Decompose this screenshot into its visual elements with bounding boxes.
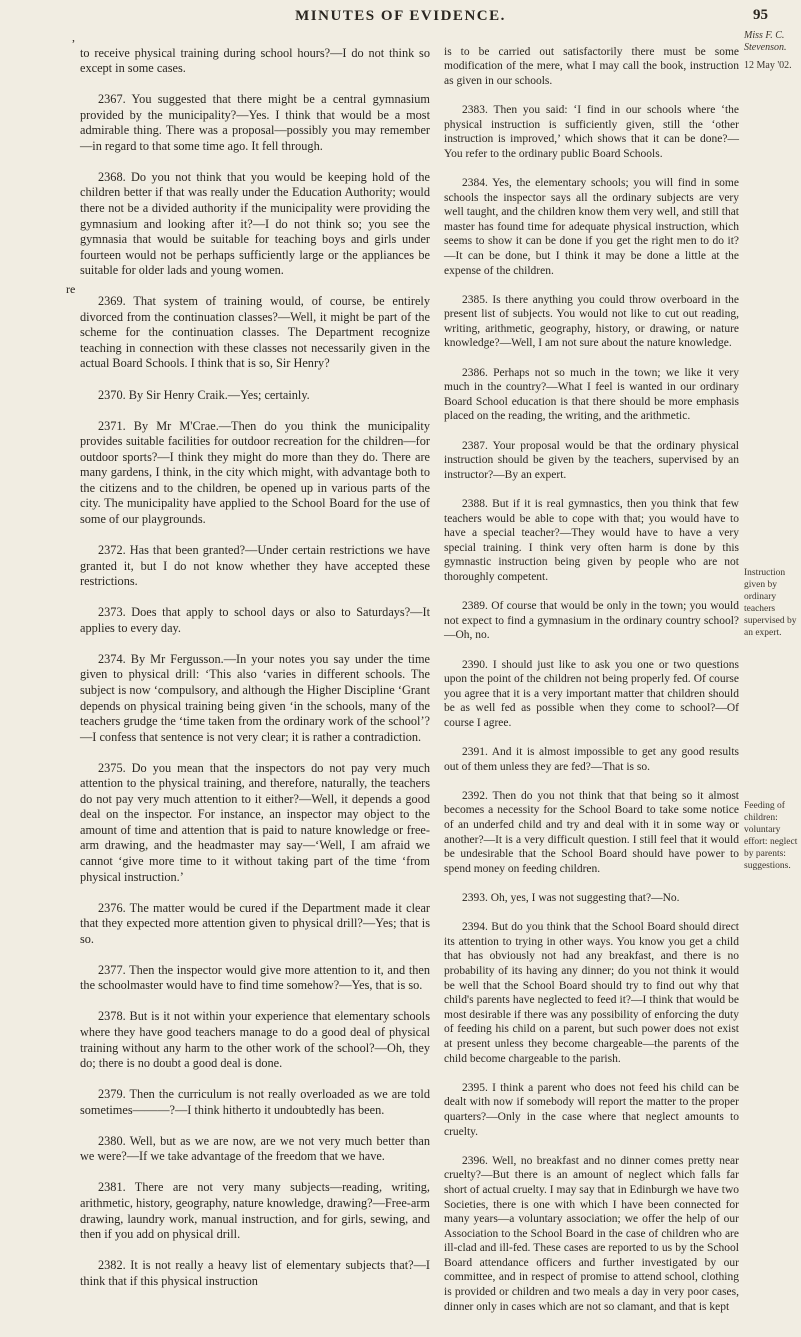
paragraph: 2384. Yes, the elementary schools; you will find in some schools the inspector says all the ordinary subjects are very well taught, and the children know them very well, and still that master has found time for adequate physical instruction, which seems to show it can be done if you get the right men to do it?—It can be done, but I think it may be done a little at the expense of the children. <box>444 176 739 277</box>
paragraph: 2369. That system of training would, of course, be entirely divorced from the continuation classes?—Well, it might be part of the scheme for the continuation classes. The Department recognize teaching in connection with these classes not necessarily given in the actual Board Schools. I think that is so, Sir Henry? <box>80 294 430 371</box>
paragraph: 2372. Has that been granted?—Under certain restrictions we have granted it, but I do not know whether they have accepted these restrictions. <box>80 543 430 589</box>
paragraph: 2383. Then you said: ‘I find in our schools where ‘the physical instruction is sufficiently given, still the ‘other instruction is improved,’ which shows that it can be done?—You refer to the ordinary public Board Schools. <box>444 103 739 160</box>
paragraph: 2370. By Sir Henry Craik.—Yes; certainly. <box>98 387 310 402</box>
paragraph: 2375. Do you mean that the inspectors do not pay very much attention to the physical training, and therefore, naturally, the teachers do not pay very much attention to it either?—Well, it depends a good deal on the inspector. For instance, an inspector may object to the amount of time and attention that is paid to nature knowledge or free-arm drawing, and the headmaster may say—‘Well, I am afraid we cannot ‘give more time to it without taking part of the time ‘from physical instruction.’ <box>80 760 430 884</box>
paragraph: 2396. Well, no breakfast and no dinner comes pretty near cruelty?—But there is an amount of neglect which falls far short of actual cruelty. I may say that in Edinburgh we have two Societies, there is one with which I have been connected for many years—a voluntary association; we offer the help of our Association to the School Board in the case of children who are ill-clad and ill-fed. These cases are reported to us by the School Board attendance officers and further investigated by our committee, and in respect of promise to attend school, clothing is provided or children and two meals a day in very poor cases, dinner only in cases which are not so clamant, and that is kept <box>444 1154 739 1313</box>
paragraph: 2379. Then the curriculum is not really overloaded as we are told sometimes———?—I think hitherto it undoubtedly has been. <box>80 1087 430 1117</box>
paragraph: 2377. Then the inspector would give more attention to it, and then the schoolmaster would have to find time somehow?—Yes, that is so. <box>80 962 430 993</box>
paragraph: 2391. And it is almost impossible to get any good results out of them unless they are fed?—That is so. <box>444 746 739 773</box>
paragraph: 2381. There are not very many subjects—reading, writing, arithmetic, history, geography, nature knowledge, drawing?—Free-arm drawing, laundry work, manual instruction, and for girls, sewing, and then if you add on physical drill. <box>80 1180 430 1242</box>
paragraph: 2393. Oh, yes, I was not suggesting that?—No. <box>462 892 680 905</box>
paragraph: 2390. I should just like to ask you one or two questions upon the point of the children not being properly fed. Of course you agree that it is a very important matter that children should be as well fed as possible when they come to school?—Of course I agree. <box>444 658 739 729</box>
paragraph: 2386. Perhaps not so much in the town; we like it very much in the country?—What I feel is wanted in our ordinary Board School education is that there should be more emphasis placed on the reading, the writing, and the arithmetic. <box>444 366 739 423</box>
paragraph: 2387. Your proposal would be that the ordinary physical instruction should be given by the teachers, supervised by an instructor?—By an expert. <box>444 439 739 481</box>
left-column <box>80 30 430 1305</box>
paragraph: 2382. It is not really a heavy list of elementary subjects that?—I think that if this physical instruction <box>80 1258 430 1288</box>
witness-date-note: 12 May '02. <box>744 60 792 71</box>
paragraph: 2388. But if it is real gymnastics, then you think that few teachers would be able to cope with that; you would have to have a special teacher?—They would have to have a very special training. I think very often harm is done by this gymnastic instruction being given by people who are not thoroughly competent. <box>444 498 739 583</box>
paragraph: 2368. Do you not think that you would be keeping hold of the children better if that was really under the Education Authority; would there not be a divided authority if the municipality were providing the gymnasium and looking after it?—I do not think so; you see the gymnasia that would be suitable for teaching boys and girls under fourteen would not be perhaps sufficiently large or the appliances be suitable for older lads and young women. <box>80 169 430 278</box>
paragraph: 2367. You suggested that there might be a central gymnasium provided by the municipality?—Yes. I think that would be a most admirable thing. There was a proposal—possibly you may remember—in regard to that some time ago. It fell through. <box>80 92 430 153</box>
right-column <box>444 30 739 1329</box>
side-note-feeding: Feeding of children: voluntary effort: neglect by parents: suggestions. <box>744 801 798 871</box>
paragraph: 2394. But do you think that the School Board should direct its attention to trying in other ways. You know you get a child that has obviously not had any breakfast, and there is no probability of its having any dinner; do you not think it would be well that the School Board should try to find out why that child's parents have neglected to feed it?—I think that would be most desirable if there was any possibility of enforcing the duty of feeding his child on a parent, but such power does not exist at present unless they become chargeable—the parents of the child become chargeable to the parish. <box>444 921 739 1065</box>
paragraph: 2395. I think a parent who does not feed his child can be dealt with now if somebody will report the matter to the proper quarters?—Only in the case where that neglect amounts to cruelty. <box>444 1081 739 1138</box>
paragraph: 2373. Does that apply to school days or also to Saturdays?—It applies to every day. <box>80 605 430 635</box>
page-header-title: MINUTES OF EVIDENCE. <box>295 8 506 24</box>
paragraph: 2371. By Mr M'Crae.—Then do you think the municipality provides suitable facilities for outdoor recreation for the children—for outdoor sports?—I think they might do more than they do. There are many gardens, I think, in the city which might, with advantage both to the citizens and to the children, be opened up in various parts of the city. The municipality have applied to the School Board for the use of some of our playgrounds. <box>80 418 430 526</box>
margin-mark: re <box>66 282 76 296</box>
paragraph: 2378. But is it not within your experience that elementary schools where they have good teachers manage to do a good deal of physical training without any harm to the other work of the school?—Oh, they do; there is no doubt a good deal is done. <box>80 1009 430 1071</box>
paragraph: 2374. By Mr Fergusson.—In your notes you say under the time given to physical drill: ‘This also ‘varies in different schools. The subject is now ‘compulsory, and although the Higher Discipline ‘Grant depends on physical training being given ‘in the schools, many of the teachers grudge the ‘time taken from the ordinary work of the school’?—I confess that sentence is not very clear; it is rather a contradiction. <box>80 651 430 744</box>
paragraph: to receive physical training during school hours?—I do not think so except in some cases. <box>80 45 430 76</box>
paragraph: 2385. Is there anything you could throw overboard in the present list of subjects. You would not like to cut out reading, writing, arithmetic, geography, history, or drawing, or nature knowledge?—Well, I am not sure about the nature knowledge. <box>444 293 739 350</box>
paragraph: is to be carried out satisfactorily there must be some modification of the mere, what I may call the book, instruction as given in our schools. <box>444 45 739 87</box>
page-number: 95 <box>753 7 768 23</box>
side-note-instruction: Instruction given by ordinary teachers supervised by an expert. <box>744 568 797 638</box>
witness-name-note: Miss F. C. Stevenson. <box>744 30 787 53</box>
paragraph: 2389. Of course that would be only in the town; you would not expect to find a gymnasium in the ordinary country school?—Oh, no. <box>444 600 739 642</box>
paragraph: 2376. The matter would be cured if the Department made it clear that they expected more attention given to physical drill?—Yes; that is so. <box>80 900 430 946</box>
margin-mark: , <box>72 30 75 44</box>
paragraph: 2380. Well, but as we are now, are we not very much better than we were?—If we take advantage of the freedom that we have. <box>80 1133 430 1164</box>
paragraph: 2392. Then do you not think that that being so it almost becomes a necessity for the School Board to take some notice of an underfed child and try and deal with it in some way or another?—It is a very difficult question. I still feel that it would be undesirable that the School Board should have power to spend money on feeding children. <box>444 789 739 875</box>
